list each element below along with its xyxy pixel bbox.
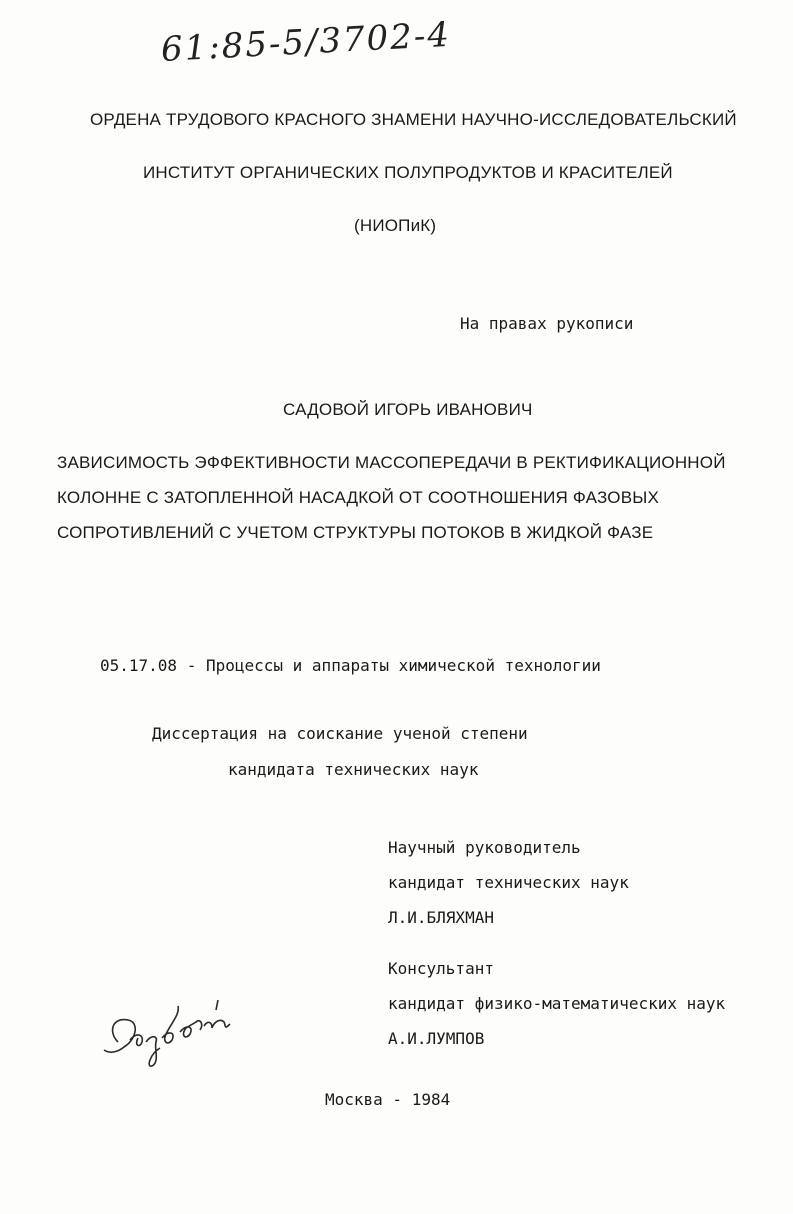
title-line-3: СОПРОТИВЛЕНИЙ С УЧЕТОМ СТРУКТУРЫ ПОТОКОВ В ЖИДКОЙ ФАЗЕ [57,523,654,542]
dissertation-line-1: Диссертация на соискание ученой степени [152,724,528,743]
institute-line-1: ОРДЕНА ТРУДОВОГО КРАСНОГО ЗНАМЕНИ НАУЧНО-ИССЛЕДОВАТЕЛЬСКИЙ [90,110,737,129]
place-and-year: Москва - 1984 [325,1090,451,1109]
title-line-1: ЗАВИСИМОСТЬ ЭФФЕКТИВНОСТИ МАССОПЕРЕДАЧИ В РЕКТИФИКАЦИОННОЙ [57,453,726,472]
author-name: САДОВОЙ ИГОРЬ ИВАНОВИЧ [283,400,533,419]
institute-line-2: ИНСТИТУТ ОРГАНИЧЕСКИХ ПОЛУПРОДУКТОВ И КРАСИТЕЛЕЙ [143,163,673,182]
handwritten-signature [100,992,250,1072]
institute-abbreviation: (НИОПиК) [354,216,437,235]
title-line-2: КОЛОННЕ С ЗАТОПЛЕННОЙ НАСАДКОЙ ОТ СООТНОШЕНИЯ ФАЗОВЫХ [57,488,660,507]
supervisor-role: Научный руководитель [388,838,581,857]
consultant-degree: кандидат физико-математических наук [388,994,726,1013]
consultant-name: А.И.ЛУМПОВ [388,1029,485,1048]
rights-note: На правах рукописи [460,314,634,333]
archive-number: 61:85-5/3702-4 [160,14,452,70]
supervisor-degree: кандидат технических наук [388,873,629,892]
consultant-role: Консультант [388,959,494,978]
supervisor-name: Л.И.БЛЯХМАН [388,908,494,927]
specialty-code: 05.17.08 - Процессы и аппараты химической технологии [100,656,601,675]
dissertation-line-2: кандидата технических наук [228,760,479,779]
